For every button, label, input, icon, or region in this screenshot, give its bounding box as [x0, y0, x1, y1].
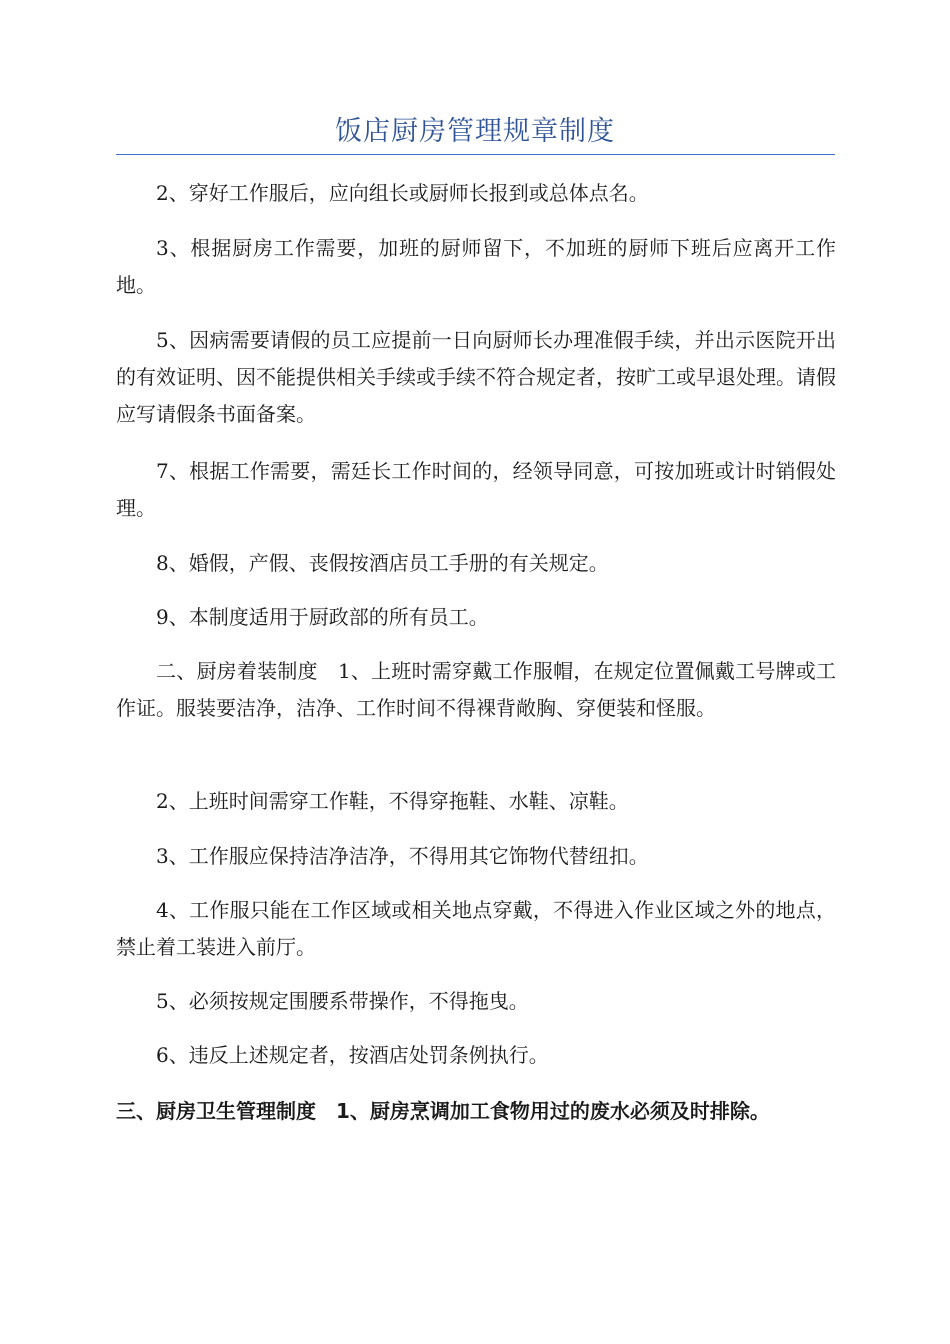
- paragraph-1: 2、穿好工作服后，应向组长或厨师长报到或总体点名。: [156, 181, 649, 205]
- section-heading-hygiene: 三、厨房卫生管理制度 1、厨房烹调加工食物用过的废水必须及时排除。: [116, 1099, 770, 1123]
- paragraph-8: 2、上班时间需穿工作鞋，不得穿拖鞋、水鞋、凉鞋。: [156, 789, 629, 813]
- paragraph-11: 5、必须按规定围腰系带操作，不得拖曳。: [156, 989, 529, 1013]
- paragraph-10: 4、工作服只能在工作区域或相关地点穿戴，不得进入作业区域之外的地点，禁止着工装进入前厅。: [116, 898, 836, 959]
- paragraph-7: 二、厨房着装制度 1、上班时需穿戴工作服帽，在规定位置佩戴工号牌或工作证。服装要洁净，洁净、工作时间不得裸背敞胸、穿便装和怪服。: [116, 659, 836, 720]
- paragraph-12: 6、违反上述规定者，按酒店处罚条例执行。: [156, 1043, 549, 1067]
- paragraph-2: 3、根据厨房工作需要，加班的厨师留下，不加班的厨师下班后应离开工作地。: [116, 236, 836, 297]
- paragraph-6: 9、本制度适用于厨政部的所有员工。: [156, 605, 489, 629]
- paragraph-5: 8、婚假，产假、丧假按酒店员工手册的有关规定。: [156, 551, 609, 575]
- paragraph-3: 5、因病需要请假的员工应提前一日向厨师长办理准假手续，并出示医院开出的有效证明、因不能提供相关手续或手续不符合规定者，按旷工或早退处理。请假应写请假条书面备案。: [116, 328, 836, 426]
- document-title: 饭店厨房管理规章制度: [335, 116, 615, 147]
- paragraph-4: 7、根据工作需要，需廷长工作时间的，经领导同意，可按加班或计时销假处理。: [116, 459, 836, 520]
- title-underline: [116, 154, 835, 155]
- paragraph-9: 3、工作服应保持洁净洁净，不得用其它饰物代替纽扣。: [156, 844, 649, 868]
